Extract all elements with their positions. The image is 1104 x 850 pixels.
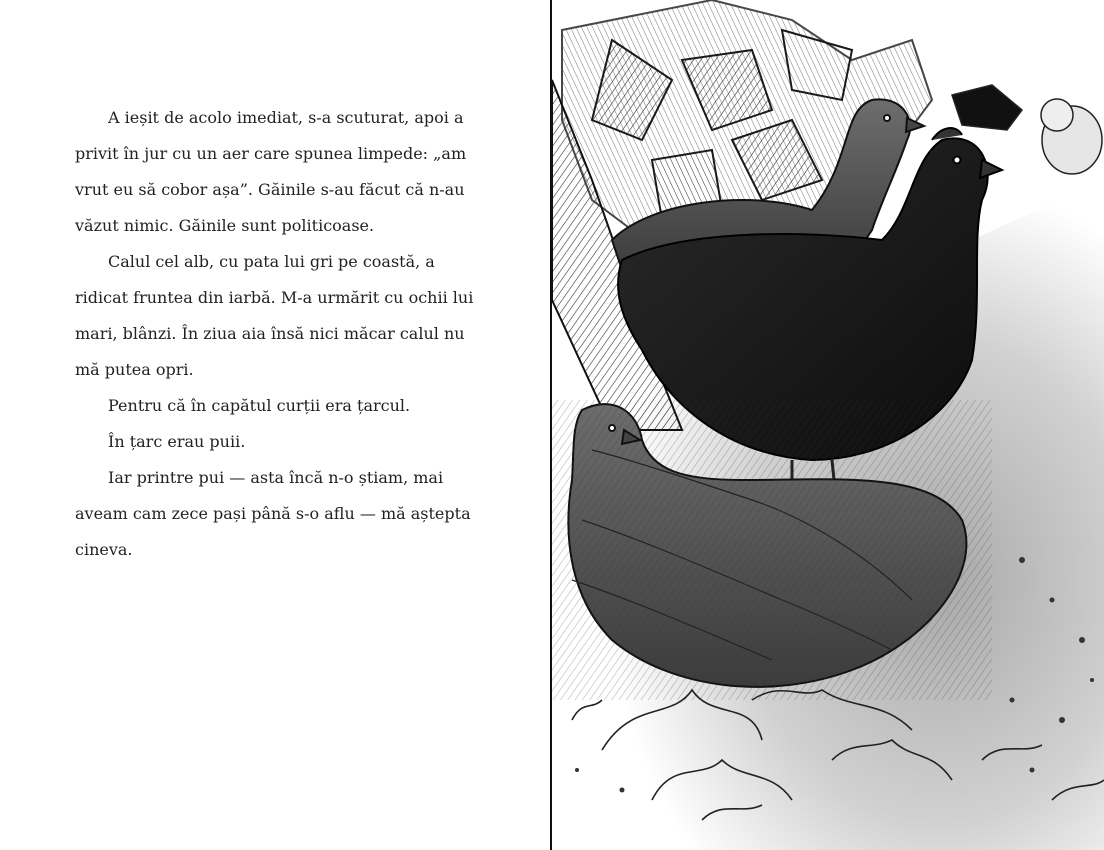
paragraph: Calul cel alb, cu pata lui gri pe coastă, a ridicat fruntea din iarbă. M-a urmărit cu ochii lui mari, blânzi. În ziua aia însă nici măcar calul nu mă putea opri. — [75, 252, 474, 379]
hens-illustration — [552, 0, 1104, 850]
paragraph: Iar printre pui — asta încă n-o știam, mai aveam cam zece pași până s-o aflu — mă aștepta cineva. — [75, 468, 471, 559]
left-page — [0, 0, 550, 850]
paragraph: A ieșit de acolo imediat, s-a scuturat, apoi a privit în jur cu un aer care spunea limpede: „am vrut eu să cobor așa”. Găinile s-au făcut că n-au văzut nimic. Găinile sunt politicoase. — [75, 108, 467, 235]
paragraph: Pentru că în capătul curții era țarcul. — [108, 396, 411, 415]
speckled-hen — [552, 400, 992, 700]
paragraph: În țarc erau puii. — [108, 432, 246, 451]
story-text — [75, 100, 485, 568]
right-page — [552, 0, 1104, 850]
